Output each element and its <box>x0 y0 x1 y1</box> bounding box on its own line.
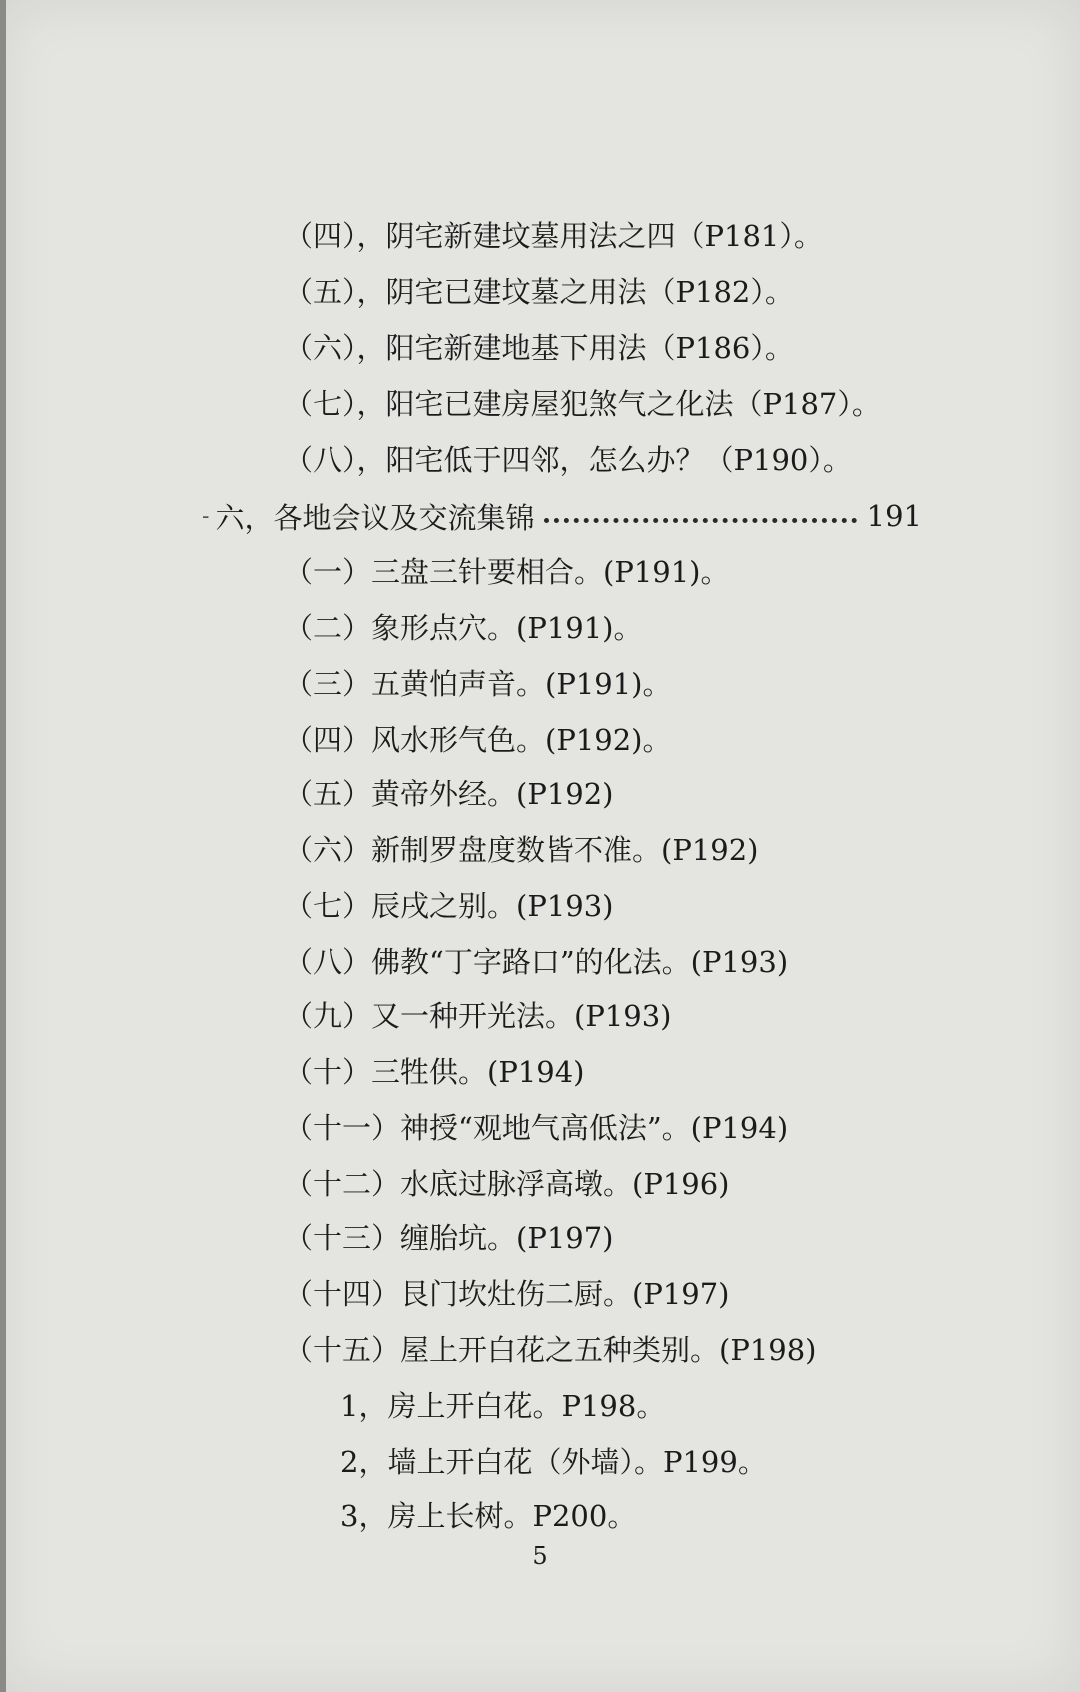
toc-entry: （六），阳宅新建地基下用法（P186）。 <box>284 331 794 365</box>
toc-subitem: 2，墙上开白花（外墙）。P199。 <box>340 1445 767 1479</box>
toc-entry: （六）新制罗盘度数皆不准。(P192) <box>284 833 759 867</box>
toc-entry: （九）又一种开光法。(P193) <box>284 999 672 1033</box>
toc-entry: （四）风水形气色。(P192)。 <box>284 723 672 757</box>
page-edge-shadow <box>0 0 6 1692</box>
dot-leader <box>544 518 856 523</box>
toc-entry: （十一）神授“观地气高低法”。(P194) <box>284 1111 789 1145</box>
toc-entry: （八），阳宅低于四邻，怎么办？（P190）。 <box>284 443 852 477</box>
section-page: 191 <box>866 499 922 533</box>
toc-entry: （四），阴宅新建坟墓用法之四（P181）。 <box>284 219 823 253</box>
page-number: 5 <box>532 1542 548 1570</box>
toc-entry: （五），阴宅已建坟墓之用法（P182）。 <box>284 275 794 309</box>
toc-subitem: 1，房上开白花。P198。 <box>340 1389 666 1423</box>
toc-entry: （七）辰戌之别。(P193) <box>284 889 614 923</box>
section-marker: - <box>202 503 210 529</box>
toc-entry: （二）象形点穴。(P191)。 <box>284 611 643 645</box>
toc-entry: （十四）艮门坎灶伤二厨。(P197) <box>284 1277 730 1311</box>
toc-entry: （十三）缠胎坑。(P197) <box>284 1221 614 1255</box>
toc-entry: （十二）水底过脉浮高墩。(P196) <box>284 1167 730 1201</box>
section-title: 六，各地会议及交流集锦 <box>215 500 535 535</box>
toc-section-heading <box>202 496 922 536</box>
toc-entry: （三）五黄怕声音。(P191)。 <box>284 667 672 701</box>
toc-entry: （五）黄帝外经。(P192) <box>284 777 614 811</box>
toc-entry: （八）佛教“丁字路口”的化法。(P193) <box>284 945 789 979</box>
toc-entry: （七），阳宅已建房屋犯煞气之化法（P187）。 <box>284 387 881 421</box>
toc-subitem: 3，房上长树。P200。 <box>340 1499 637 1533</box>
toc-entry: （十）三牲供。(P194) <box>284 1055 585 1089</box>
toc-entry: （十五）屋上开白花之五种类别。(P198) <box>284 1333 817 1367</box>
toc-entry: （一）三盘三针要相合。(P191)。 <box>284 555 730 589</box>
